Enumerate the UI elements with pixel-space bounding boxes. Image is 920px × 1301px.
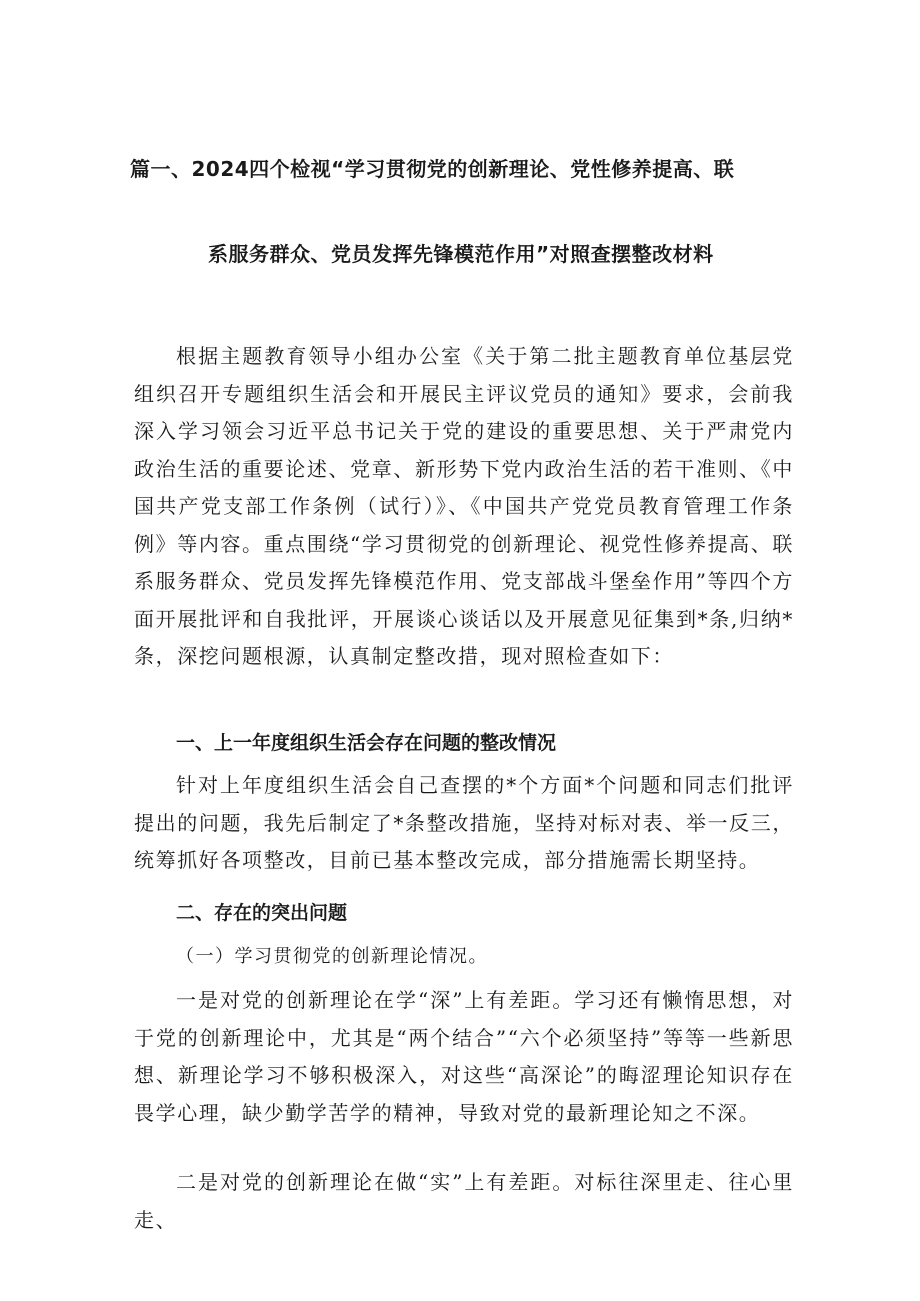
intro-paragraph: 根据主题教育领导小组办公室《关于第二批主题教育单位基层党组织召开专题组织生活会和开展民主评议党员的通知》要求，会前我深入学习领会习近平总书记关于党的建设的重要思想、关于严肃党内政治生活的重要论述、党章、新形势下党内政治生活的若干准则、《中国共产党支部工作条例（试行）》、《中国共产党党员教育管理工作条例》等内容。重点围绕“学习贯彻党的创新理论、视党性修养提高、联系服务群众、党员发挥先锋模范作用、党支部战斗堡垒作用”等四个方面开展批评和自我批评，开展谈心谈话以及开展意见征集到*条,归纳*条，深挖问题根源，认真制定整改措，现对照检查如下： (134, 344, 794, 668)
document-title-line-1: 篇一、2024四个检视“学习贯彻党的创新理论、党性修养提高、联 (130, 157, 735, 181)
point-1-paragraph: 一是对党的创新理论在学“深”上有差距。学习还有懒惰思想，对于党的创新理论中，尤其是“两个结合”“六个必须坚持”等等一些新思想、新理论学习不够积极深入，对这些“高深论”的晦涩理论知识存在畏学心理，缺少勤学苦学的精神，导致对党的最新理论知之不深。 (134, 988, 794, 1125)
section-1-body: 针对上年度组织生活会自己查摆的*个方面*个问题和同志们批评提出的问题，我先后制定了*条整改措施，坚持对标对表、举一反三，统筹抓好各项整改，目前已基本整改完成，部分措施需长期坚持。 (134, 773, 794, 872)
subsection-1-heading: （一）学习贯彻党的创新理论情况。 (176, 946, 488, 967)
document-title-line-2: 系服务群众、党员发挥先锋模范作用”对照查摆整改材料 (208, 242, 714, 266)
point-2-paragraph: 二是对党的创新理论在做“实”上有差距。对标往深里走、往心里走、 (134, 1170, 794, 1232)
section-1-heading: 一、上一年度组织生活会存在问题的整改情况 (176, 732, 557, 754)
section-2-heading: 二、存在的突出问题 (176, 902, 348, 924)
